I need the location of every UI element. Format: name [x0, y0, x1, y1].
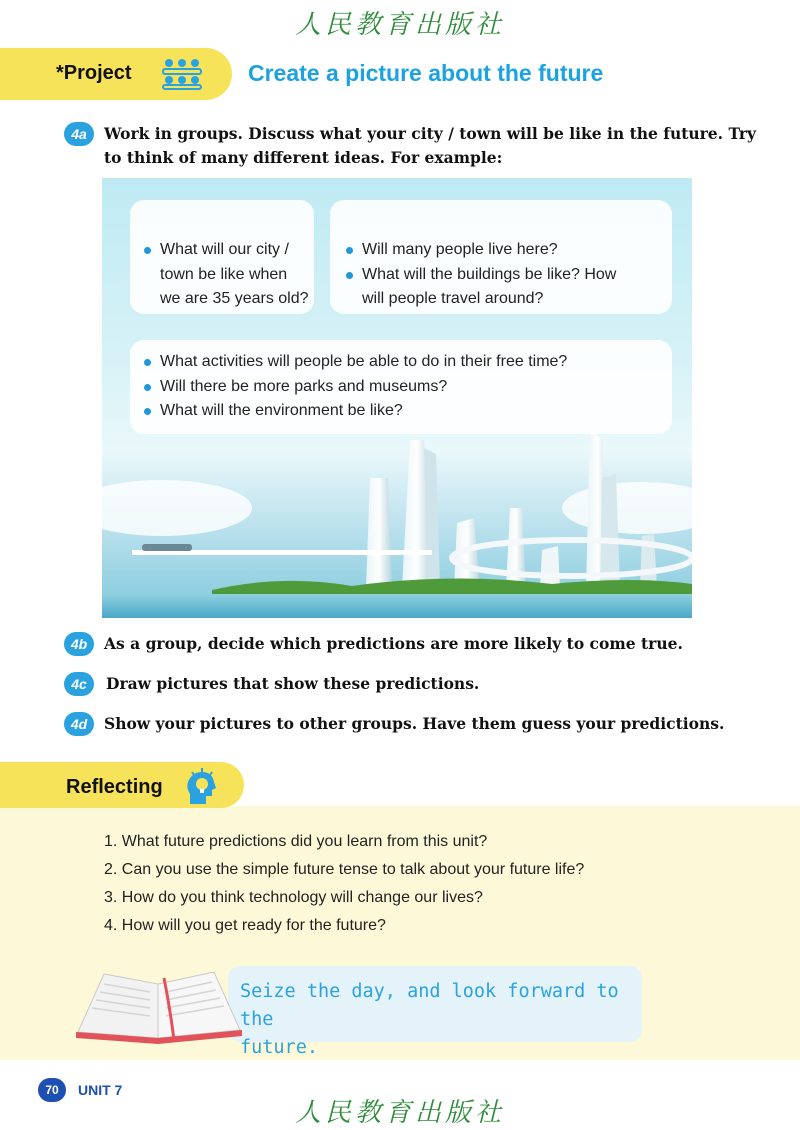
open-book-icon: [74, 968, 244, 1048]
group-work-icon: [160, 56, 204, 90]
task-4b-text: As a group, decide which predictions are more likely to come true.: [104, 634, 683, 653]
reflecting-questions: [104, 828, 584, 940]
task-4c-text: Draw pictures that show these predictions.: [106, 674, 480, 693]
question-bubble-bottom: [130, 340, 672, 434]
unit-label: UNIT 7: [78, 1082, 123, 1098]
project-label: *Project: [56, 62, 132, 84]
lightbulb-head-icon: [184, 766, 218, 806]
publisher-watermark-bottom: 人民教育出版社: [294, 1098, 505, 1128]
page-number: 70: [38, 1078, 66, 1102]
bubble-question: What will our city / town be like when we are 35 years old?: [144, 238, 309, 312]
future-city-illustration: [102, 178, 692, 618]
project-title: Create a picture about the future: [248, 60, 604, 86]
reflecting-question: 1. What future predictions did you learn from this unit?: [104, 833, 488, 850]
question-bubble-right: [330, 200, 672, 314]
bubble-question: What will the environment be like?: [144, 399, 567, 424]
task-4a-line1: Work in groups. Discuss what your city / town will be like in the future. Try: [104, 124, 757, 143]
bubble-question: Will there be more parks and museums?: [144, 375, 567, 400]
reflecting-question: 2. Can you use the simple future tense to talk about your future life?: [104, 861, 585, 878]
bubble-question: What activities will people be able to do in their free time?: [144, 350, 567, 375]
bubble-question: Will many people live here?: [346, 238, 616, 263]
quote-text: Seize the day, and look forward to the future.: [240, 981, 619, 1058]
task-badge-4c: 4c: [64, 672, 94, 696]
task-badge-4b: 4b: [64, 632, 94, 656]
reflecting-question: 4. How will you get ready for the future?: [104, 917, 386, 934]
reflecting-label: Reflecting: [66, 776, 163, 798]
reflecting-question: 3. How do you think technology will change our lives?: [104, 889, 483, 906]
bubble-question: What will the buildings be like? How will people travel around?: [346, 263, 616, 312]
question-bubble-left: [130, 200, 314, 314]
task-4a-line2: to think of many different ideas. For example:: [104, 148, 503, 167]
task-badge-4a: 4a: [64, 122, 94, 146]
publisher-watermark-top: 人民教育出版社: [294, 10, 505, 40]
task-4d-text: Show your pictures to other groups. Have them guess your predictions.: [104, 714, 725, 733]
task-badge-4d: 4d: [64, 712, 94, 736]
